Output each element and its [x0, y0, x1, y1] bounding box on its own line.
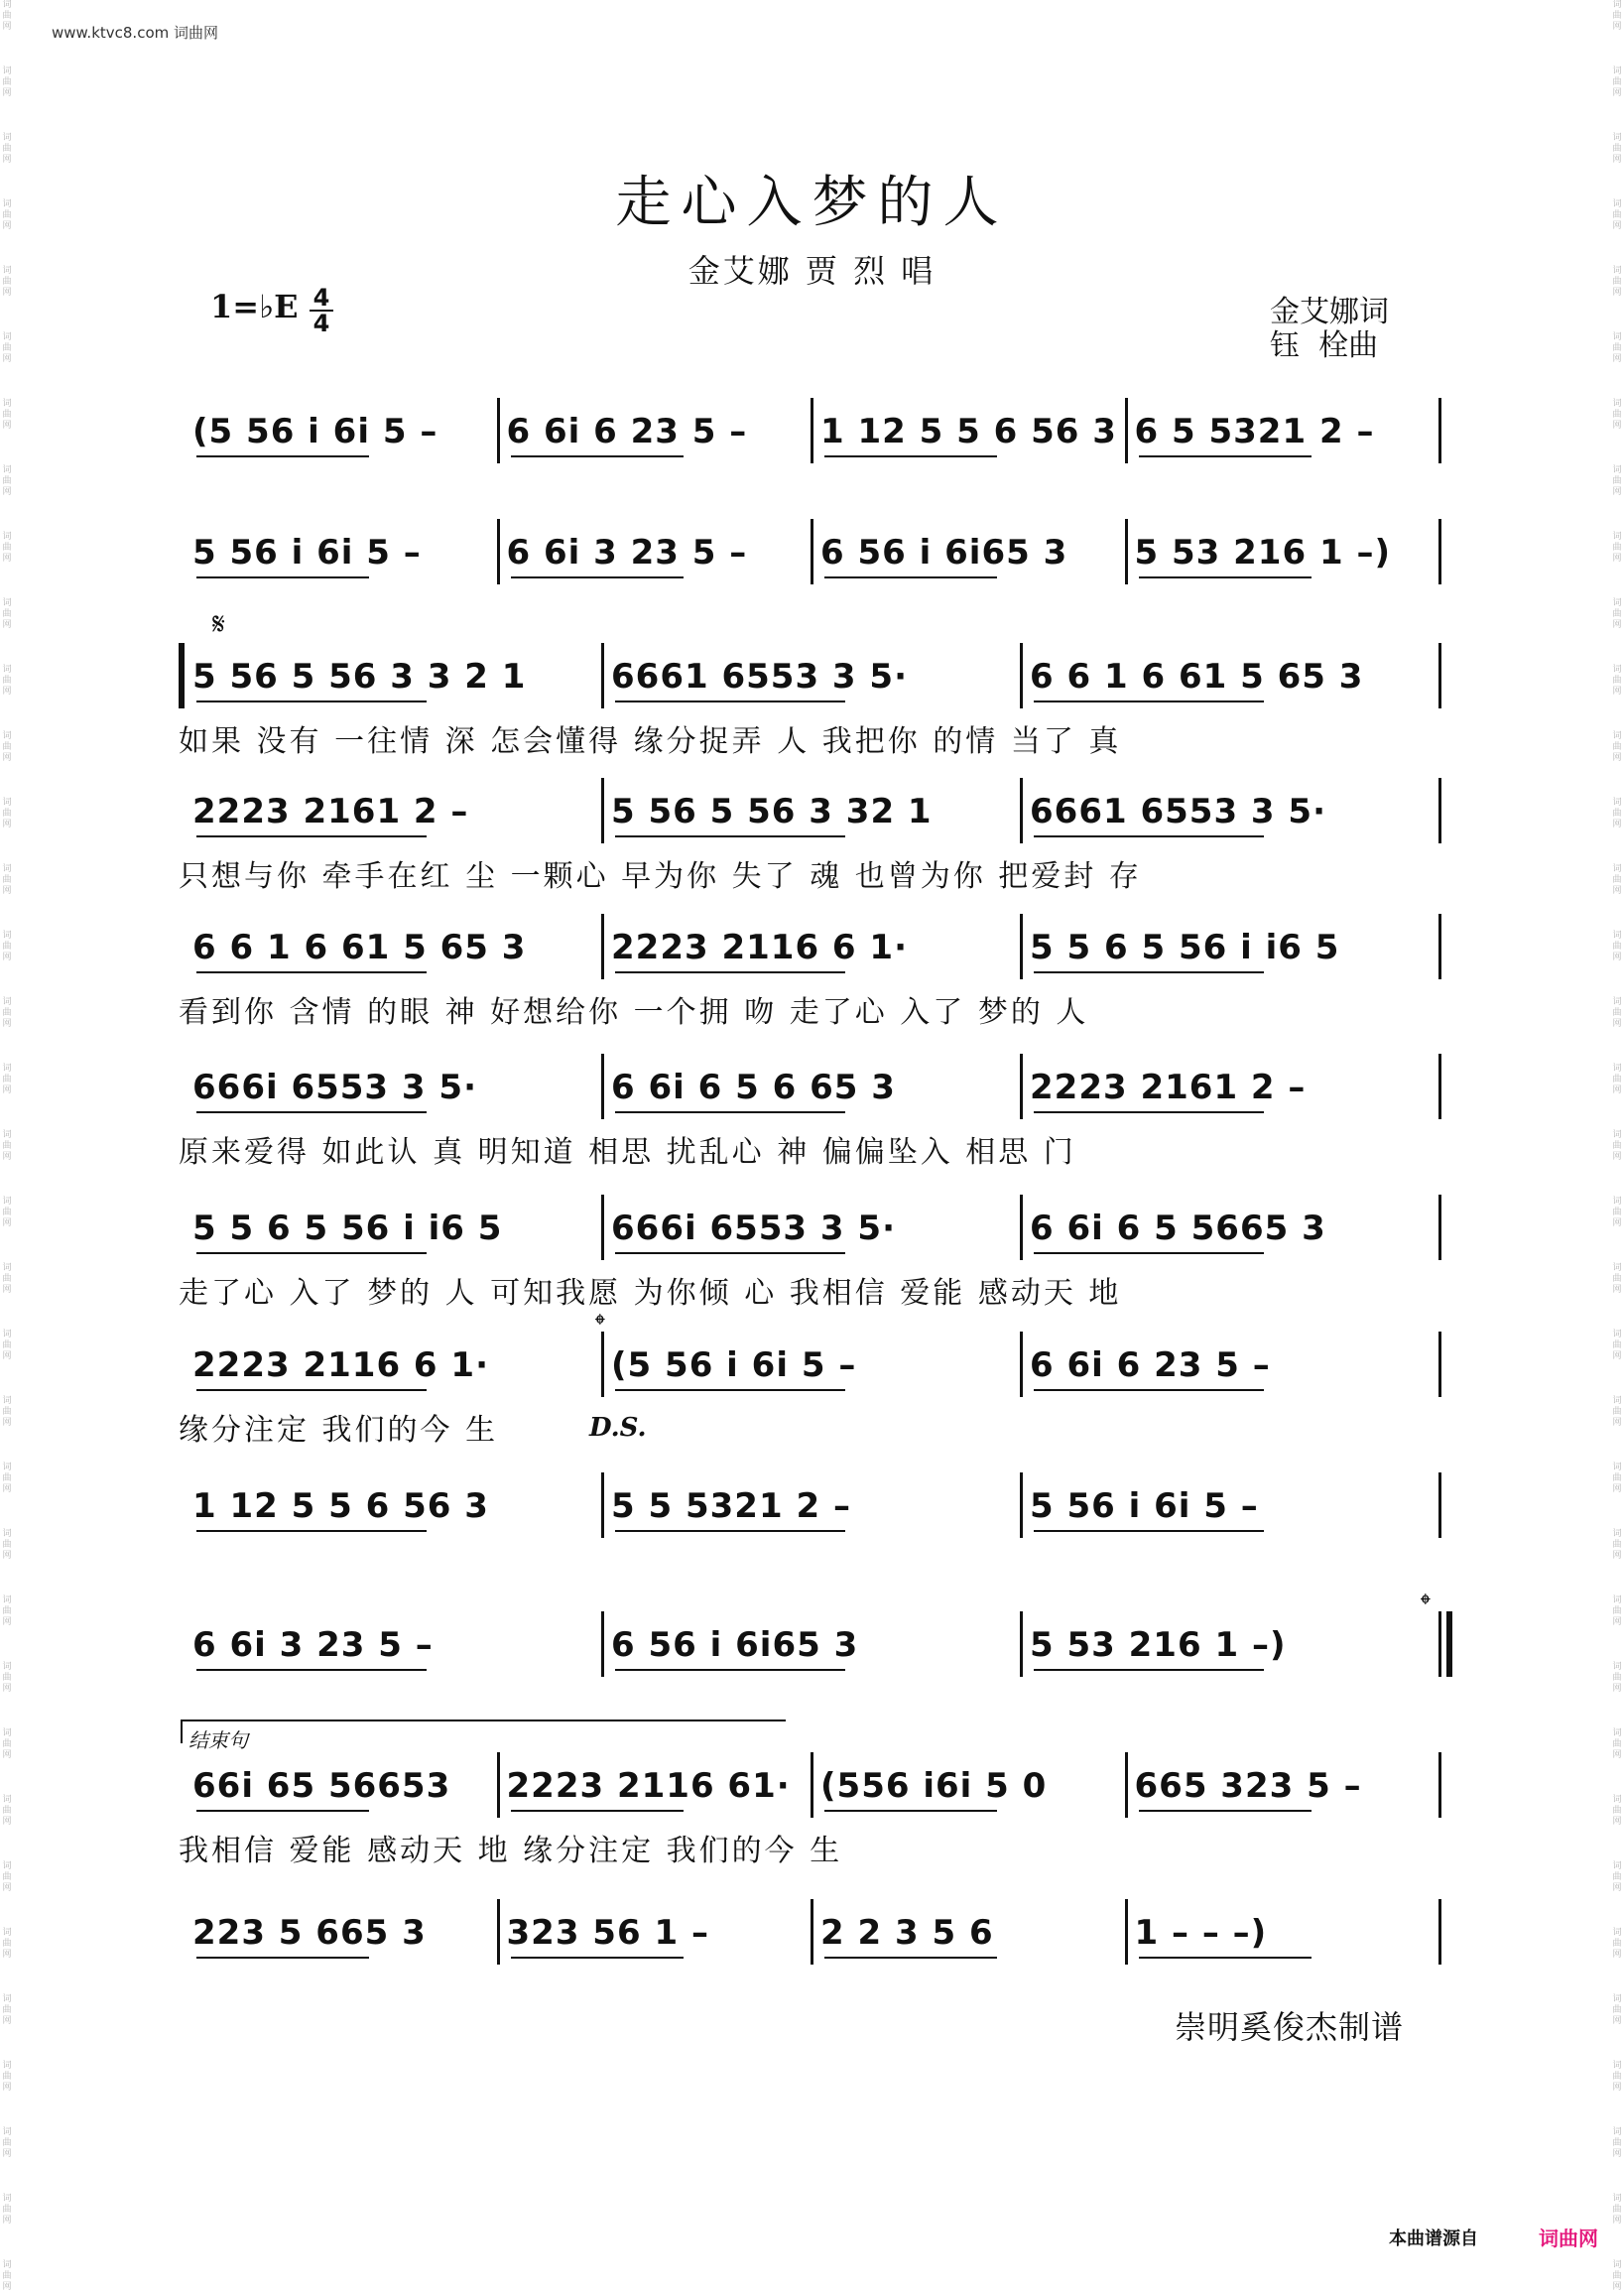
side-mark: 词曲网: [2, 1795, 12, 1827]
measure: 2223 2161 2 –: [192, 792, 469, 831]
beam-line: [824, 576, 997, 578]
measure: 5 56 i 6i 5 –: [192, 533, 422, 573]
side-mark: 词曲网: [1612, 2061, 1622, 2093]
side-mark: 词曲网: [2, 1861, 12, 1893]
measure: 5 5 5321 2 –: [611, 1486, 851, 1526]
measure: 1 – – –): [1134, 1913, 1268, 1953]
bar-line: [1125, 398, 1128, 463]
measure: 2223 2116 6 1·: [192, 1345, 489, 1385]
beam-line: [1034, 971, 1264, 973]
side-mark: 词曲网: [1612, 332, 1622, 364]
side-mark: 词曲网: [2, 133, 12, 165]
side-mark: 词曲网: [1612, 731, 1622, 763]
side-mark: 词曲网: [2, 798, 12, 829]
bar-line: [1438, 914, 1441, 979]
side-mark: 词曲网: [1612, 1595, 1622, 1627]
measure: 6 56 i 6i65 3: [820, 533, 1068, 573]
score-line: [0, 918, 1624, 1030]
side-mark: 词曲网: [1612, 798, 1622, 829]
measure: 6661 6553 3 5·: [1030, 792, 1326, 831]
beam-line: [196, 835, 427, 837]
bar-line: [811, 519, 813, 584]
side-mark: 词曲网: [2, 2194, 12, 2226]
score-line: [0, 782, 1624, 894]
beam-line: [1034, 835, 1264, 837]
side-mark: 词曲网: [2, 266, 12, 298]
side-mark: 词曲网: [2, 1396, 12, 1428]
beam-line: [615, 1530, 845, 1532]
footer-source: 本曲谱源自: [1389, 2229, 1478, 2249]
side-mark: 词曲网: [2, 0, 12, 32]
repeat-bar: [179, 643, 185, 708]
measure: 323 56 1 –: [506, 1913, 709, 1953]
measure: 2 2 3 5 6: [820, 1913, 994, 1953]
side-mark: 词曲网: [1612, 1263, 1622, 1295]
measure: 1 12 5 5 6 56 3: [192, 1486, 489, 1526]
bar-line: [601, 778, 604, 843]
score-line: [0, 1615, 1624, 1724]
beam-line: [824, 455, 997, 457]
segno-sign: 𝄋: [212, 607, 225, 642]
measure: 6661 6553 3 5·: [611, 657, 908, 697]
measure: (5 56 i 6i 5 –: [611, 1345, 857, 1385]
beam-line: [615, 971, 845, 973]
measure: 5 56 5 56 3 3 2 1: [192, 657, 527, 697]
beam-line: [196, 1111, 427, 1113]
bar-line: [497, 398, 500, 463]
side-mark: 词曲网: [1612, 864, 1622, 896]
measure: 6 56 i 6i65 3: [611, 1625, 859, 1665]
beam-line: [511, 1957, 684, 1959]
lyrics-line: 走了心 入了 梦的 人 可知我愿 为你倾 心 我相信 爱能 感动天 地: [179, 1276, 1122, 1311]
bar-line: [1438, 643, 1441, 708]
beam-line: [511, 455, 684, 457]
beam-line: [1034, 1111, 1264, 1113]
beam-line: [196, 1530, 427, 1532]
beam-line: [1139, 1957, 1312, 1959]
side-mark: 词曲网: [1612, 266, 1622, 298]
side-mark: 词曲网: [1612, 997, 1622, 1029]
side-mark: 词曲网: [1612, 665, 1622, 697]
side-mark: 词曲网: [2, 997, 12, 1029]
measure: 6 6i 3 23 5 –: [192, 1625, 434, 1665]
beam-line: [196, 1669, 427, 1671]
score-line: [0, 523, 1624, 632]
side-mark: 词曲网: [1612, 199, 1622, 231]
song-title: 走心入梦的人: [615, 171, 1009, 235]
side-mark: 词曲网: [2, 199, 12, 231]
lyricist-credit: 金艾娜词: [1270, 295, 1389, 329]
side-mark: 词曲网: [2, 1728, 12, 1760]
side-mark: 词曲网: [2, 1994, 12, 2026]
side-mark: 词曲网: [2, 864, 12, 896]
time-signature: [310, 286, 333, 335]
side-mark: 词曲网: [1612, 1994, 1622, 2026]
coda-sign: 𝄌: [595, 1308, 605, 1340]
side-mark: 词曲网: [1612, 1064, 1622, 1095]
beam-line: [824, 1810, 997, 1812]
footer-site: 词曲网: [1539, 2227, 1598, 2250]
side-mark: 词曲网: [2, 532, 12, 564]
measure: 6 6i 3 23 5 –: [506, 533, 748, 573]
beam-line: [196, 1810, 369, 1812]
beam-line: [511, 1810, 684, 1812]
beam-line: [824, 1957, 997, 1959]
bar-line: [1438, 519, 1441, 584]
bar-line: [601, 1195, 604, 1260]
measure: 6 6 1 6 61 5 65 3: [192, 928, 527, 967]
beam-line: [615, 1111, 845, 1113]
score-line: [0, 1476, 1624, 1586]
side-mark: 词曲网: [2, 1463, 12, 1494]
measure: 5 56 i 6i 5 –: [1030, 1486, 1259, 1526]
bar-line: [601, 1472, 604, 1538]
beam-line: [1034, 1530, 1264, 1532]
side-mark: 词曲网: [1612, 1330, 1622, 1361]
bar-line: [601, 914, 604, 979]
beam-line: [1034, 1252, 1264, 1254]
beam-line: [1139, 1810, 1312, 1812]
side-mark: 词曲网: [2, 1529, 12, 1561]
side-mark: 词曲网: [2, 1197, 12, 1228]
bar-line: [1020, 1332, 1023, 1397]
measure: 2223 2161 2 –: [1030, 1068, 1307, 1107]
side-mark: 词曲网: [2, 332, 12, 364]
side-mark: 词曲网: [2, 598, 12, 630]
measure: 6 5 5321 2 –: [1134, 412, 1375, 451]
measure: 666i 6553 3 5·: [192, 1068, 477, 1107]
side-mark: 词曲网: [2, 2260, 12, 2292]
bar-line: [1438, 1054, 1441, 1119]
singers-line: 金艾娜 贾 烈 唱: [687, 252, 937, 290]
side-mark: 词曲网: [1612, 2260, 1622, 2292]
bar-line: [1438, 778, 1441, 843]
arranger-credit: 崇明奚俊杰制谱: [1174, 2008, 1404, 2046]
bar-line: [497, 519, 500, 584]
beam-line: [1139, 576, 1312, 578]
measure: 5 56 5 56 3 32 1: [611, 792, 933, 831]
lyrics-line: 缘分注定 我们的今 生: [179, 1413, 499, 1448]
bar-line: [1020, 1195, 1023, 1260]
ending-label: 结束句: [188, 1728, 248, 1752]
measure: 5 5 6 5 56 i i6 5: [192, 1209, 503, 1248]
side-mark: 词曲网: [2, 1130, 12, 1162]
beam-line: [196, 1957, 369, 1959]
bar-line: [1438, 1472, 1441, 1538]
time-signature-bottom: 4: [312, 310, 330, 337]
ending-bracket: [181, 1720, 786, 1752]
beam-line: [196, 576, 369, 578]
measure: 6 6i 6 23 5 –: [1030, 1345, 1271, 1385]
watermark-text: www.ktvc8.com 词曲网: [52, 24, 219, 42]
side-mark: 词曲网: [2, 2127, 12, 2159]
side-mark: 词曲网: [1612, 465, 1622, 497]
bar-line: [1438, 1195, 1441, 1260]
beam-line: [196, 701, 427, 702]
measure: 5 5 6 5 56 i i6 5: [1030, 928, 1340, 967]
bar-line: [497, 1752, 500, 1818]
side-mark: 词曲网: [1612, 0, 1622, 32]
side-mark: 词曲网: [1612, 1396, 1622, 1428]
beam-line: [511, 576, 684, 578]
beam-line: [196, 1389, 427, 1391]
beam-line: [196, 971, 427, 973]
bar-line: [1125, 519, 1128, 584]
score-line: [0, 1199, 1624, 1311]
bar-line: [811, 1899, 813, 1965]
score-line: [0, 1756, 1624, 1868]
side-mark: 词曲网: [1612, 1529, 1622, 1561]
key-signature: 1=♭E: [210, 288, 299, 325]
side-mark: 词曲网: [1612, 532, 1622, 564]
bar-line: [1020, 778, 1023, 843]
beam-line: [1034, 1669, 1264, 1671]
composer-credit: 钰 栓曲: [1270, 328, 1379, 363]
bar-line: [1438, 1332, 1441, 1397]
measure: 6 6i 6 23 5 –: [506, 412, 748, 451]
bar-line: [811, 1752, 813, 1818]
beam-line: [1034, 1389, 1264, 1391]
side-mark: 词曲网: [2, 2061, 12, 2093]
measure: 2223 2116 6 1·: [611, 928, 908, 967]
measure: 5 53 216 1 –): [1134, 533, 1391, 573]
bar-line: [1438, 398, 1441, 463]
measure: 66i 65 56653: [192, 1766, 451, 1806]
bar-line: [601, 1054, 604, 1119]
bar-line: [1125, 1752, 1128, 1818]
measure: 665 323 5 –: [1134, 1766, 1362, 1806]
credits-block: [1270, 296, 1389, 363]
measure: 5 53 216 1 –): [1030, 1625, 1287, 1665]
side-mark: 词曲网: [1612, 1728, 1622, 1760]
coda-sign-end: 𝄌: [1421, 1588, 1431, 1620]
side-mark: 词曲网: [2, 665, 12, 697]
side-mark: 词曲网: [1612, 1197, 1622, 1228]
score-line: [0, 647, 1624, 759]
side-mark: 词曲网: [1612, 931, 1622, 962]
side-mark: 词曲网: [1612, 2194, 1622, 2226]
bar-line: [811, 398, 813, 463]
bar-line: [1438, 1899, 1441, 1965]
beam-line: [615, 1252, 845, 1254]
measure: 6 6i 6 5 5665 3: [1030, 1209, 1326, 1248]
bar-line: [601, 643, 604, 708]
score-line: [0, 402, 1624, 511]
side-mark: 词曲网: [2, 1263, 12, 1295]
bar-line: [1020, 643, 1023, 708]
side-mark: 词曲网: [1612, 399, 1622, 431]
measure: 1 12 5 5 6 56 3: [820, 412, 1117, 451]
bar-line: [1020, 1472, 1023, 1538]
side-mark: 词曲网: [1612, 1928, 1622, 1960]
bar-line: [1020, 1054, 1023, 1119]
time-signature-top: 4: [310, 286, 333, 312]
measure: (5 56 i 6i 5 –: [192, 412, 438, 451]
side-mark: 词曲网: [1612, 133, 1622, 165]
bar-line: [497, 1899, 500, 1965]
beam-line: [615, 701, 845, 702]
side-mark: 词曲网: [2, 731, 12, 763]
side-mark: 词曲网: [1612, 1662, 1622, 1694]
beam-line: [1034, 701, 1264, 702]
bar-line: [1125, 1899, 1128, 1965]
side-mark: 词曲网: [1612, 598, 1622, 630]
side-mark: 词曲网: [1612, 66, 1622, 98]
measure: 2223 2116 61·: [506, 1766, 791, 1806]
side-mark: 词曲网: [2, 1595, 12, 1627]
beam-line: [1139, 455, 1312, 457]
measure: (556 i6i 5 0: [820, 1766, 1048, 1806]
lyrics-line: 原来爱得 如此认 真 明知道 相思 扰乱心 神 偏偏坠入 相思 门: [179, 1135, 1076, 1170]
score-line: [0, 1058, 1624, 1170]
side-mark: 词曲网: [1612, 1130, 1622, 1162]
side-mark: 词曲网: [1612, 1463, 1622, 1494]
bar-line: [1020, 1611, 1023, 1677]
repeat-bar: [1446, 1611, 1452, 1677]
measure: 6 6 1 6 61 5 65 3: [1030, 657, 1364, 697]
score-line: [0, 1336, 1624, 1448]
side-mark: 词曲网: [2, 399, 12, 431]
bar-line: [1438, 1611, 1441, 1677]
side-mark: 词曲网: [1612, 1795, 1622, 1827]
side-mark: 词曲网: [2, 1928, 12, 1960]
side-mark: 词曲网: [1612, 2127, 1622, 2159]
bar-line: [601, 1611, 604, 1677]
side-mark: 词曲网: [2, 465, 12, 497]
side-mark: 词曲网: [2, 1064, 12, 1095]
measure: 223 5 665 3: [192, 1913, 427, 1953]
lyrics-line: 看到你 含情 的眼 神 好想给你 一个拥 吻 走了心 入了 梦的 人: [179, 995, 1089, 1030]
side-mark: 词曲网: [2, 66, 12, 98]
measure: 6 6i 6 5 6 65 3: [611, 1068, 896, 1107]
lyrics-line: 只想与你 牵手在红 尘 一颗心 早为你 失了 魂 也曾为你 把爱封 存: [179, 859, 1142, 894]
side-mark: 词曲网: [1612, 1861, 1622, 1893]
side-mark: 词曲网: [2, 1330, 12, 1361]
beam-line: [196, 455, 369, 457]
lyrics-line: 如果 没有 一往情 深 怎会懂得 缘分捉弄 人 我把你 的情 当了 真: [179, 724, 1122, 759]
dal-segno-label: D.S.: [589, 1413, 647, 1443]
bar-line: [1438, 1752, 1441, 1818]
beam-line: [615, 1389, 845, 1391]
side-mark: 词曲网: [2, 931, 12, 962]
bar-line: [1020, 914, 1023, 979]
measure: 666i 6553 3 5·: [611, 1209, 896, 1248]
beam-line: [196, 1252, 427, 1254]
beam-line: [615, 835, 845, 837]
side-mark: 词曲网: [2, 1662, 12, 1694]
lyrics-line: 我相信 爱能 感动天 地 缘分注定 我们的今 生: [179, 1834, 843, 1868]
score-line: [0, 1903, 1624, 2012]
beam-line: [615, 1669, 845, 1671]
